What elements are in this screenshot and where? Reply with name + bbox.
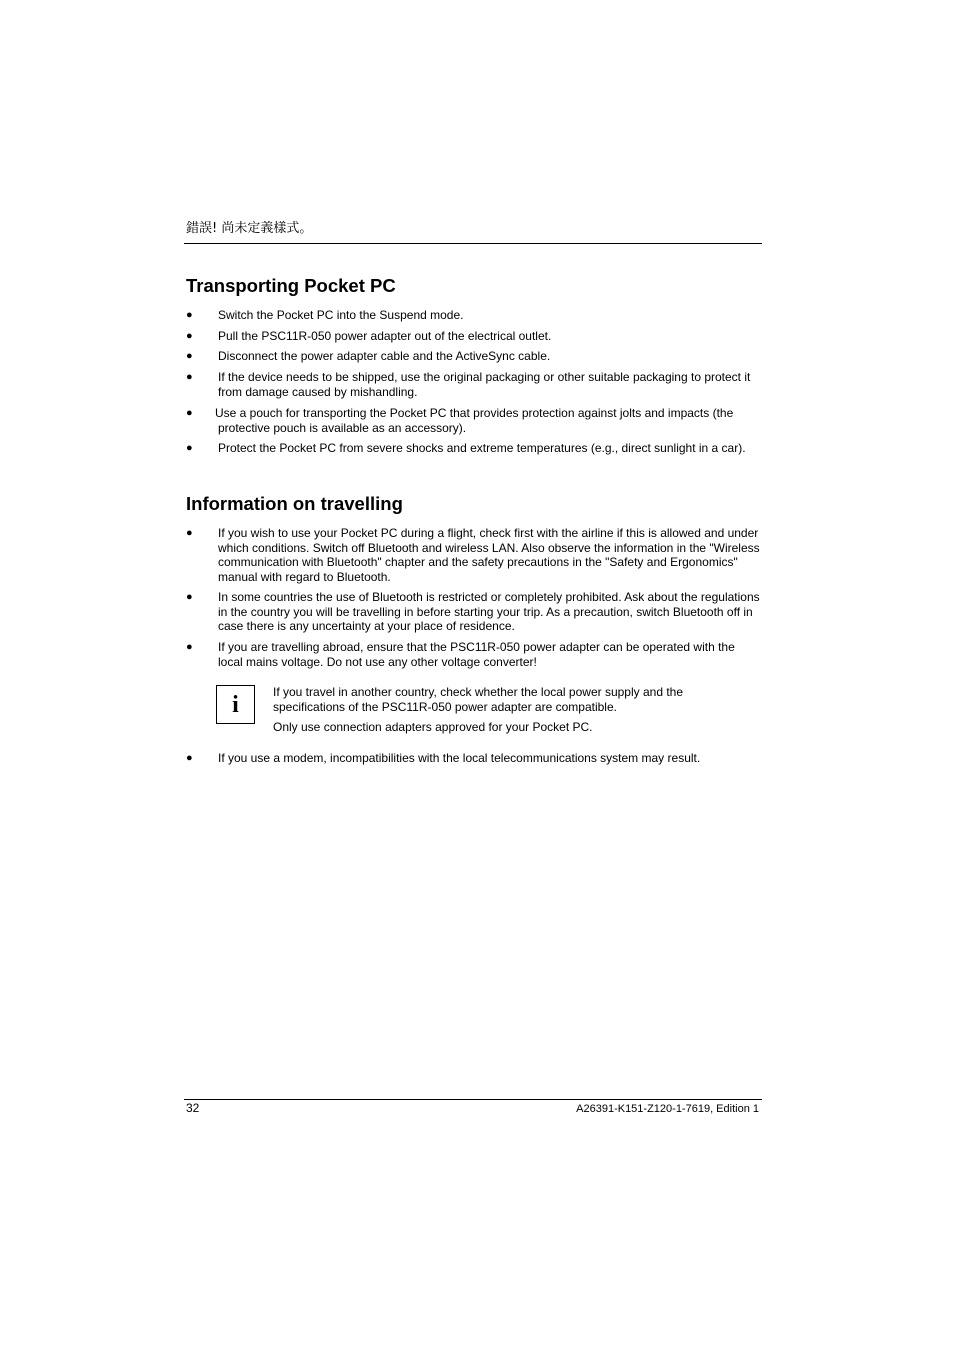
list-item: [186, 406, 762, 435]
bullet-icon: ●: [186, 442, 193, 454]
list-item: [186, 370, 762, 399]
list-item-text: If you are travelling abroad, ensure that the PSC11R-050 power adapter can be operated with the local mains voltage. Do not use any other voltage converter!: [218, 640, 735, 669]
bullet-icon: ●: [186, 371, 193, 383]
list-item-text: Switch the Pocket PC into the Suspend mode.: [218, 308, 464, 322]
bullet-icon: ●: [186, 527, 193, 539]
list-item-text: Disconnect the power adapter cable and the ActiveSync cable.: [218, 349, 551, 363]
bullet-icon: ●: [186, 752, 193, 764]
list-item: [186, 640, 762, 669]
list-item-text: If you wish to use your Pocket PC during a flight, check first with the airline if this is allowed and under which conditions. Switch off Bluetooth and wireless LAN. Also observe the information in the "Wireless communication with Bluetooth" chapter and the safety precautions in the "Safety and Ergonomics" manual with regard to Bluetooth.: [218, 526, 760, 584]
list-item-text: If you use a modem, incompatibilities with the local telecommunications system may result.: [218, 751, 701, 765]
list-item-text: If the device needs to be shipped, use the original packaging or other suitable packaging to protect it from damage caused by mishandling.: [218, 370, 751, 399]
document-id: A26391-K151-Z120-1-7619, Edition 1: [576, 1103, 759, 1115]
list-item-text: In some countries the use of Bluetooth is restricted or completely prohibited. Ask about the regulations in the country you will be travelling in before starting your trip. As a precaution, switch Bluetooth off in case there is any uncertainty at your place of residence.: [218, 590, 760, 633]
running-header: 錯誤! 尚未定義樣式。: [186, 221, 313, 236]
bullet-icon: ●: [186, 350, 193, 362]
footer-rule: [184, 1099, 762, 1100]
list-item: [186, 441, 762, 456]
list-item-text: Use a pouch for transporting the Pocket PC that provides protection against jolts and impacts (the protective pouch is available as an accessory).: [215, 406, 734, 435]
bullet-icon: ●: [186, 407, 193, 419]
list-item-text: Protect the Pocket PC from severe shocks and extreme temperatures (e.g., direct sunlight in a car).: [218, 441, 746, 455]
list-item: [186, 751, 762, 766]
bullet-icon: ●: [186, 309, 193, 321]
list-item-text: Pull the PSC11R-050 power adapter out of the electrical outlet.: [218, 329, 552, 343]
list-item: [186, 590, 762, 634]
header-rule: [184, 243, 762, 244]
list-item: [186, 308, 762, 323]
info-note-text: If you travel in another country, check whether the local power supply and the specifications of the PSC11R-050 power adapter are compatible.: [273, 685, 684, 714]
bullet-icon: ●: [186, 591, 193, 603]
section-heading-transporting: Transporting Pocket PC: [186, 275, 396, 296]
info-icon: [216, 685, 255, 724]
page-number: 32: [186, 1101, 200, 1115]
list-item: [186, 526, 762, 584]
info-glyph: i: [232, 691, 239, 718]
info-note-text: Only use connection adapters approved for your Pocket PC.: [273, 720, 593, 734]
bullet-icon: ●: [186, 641, 193, 653]
section-heading-travelling: Information on travelling: [186, 493, 403, 514]
list-item: [186, 329, 762, 344]
list-item: [186, 349, 762, 364]
bullet-icon: ●: [186, 330, 193, 342]
